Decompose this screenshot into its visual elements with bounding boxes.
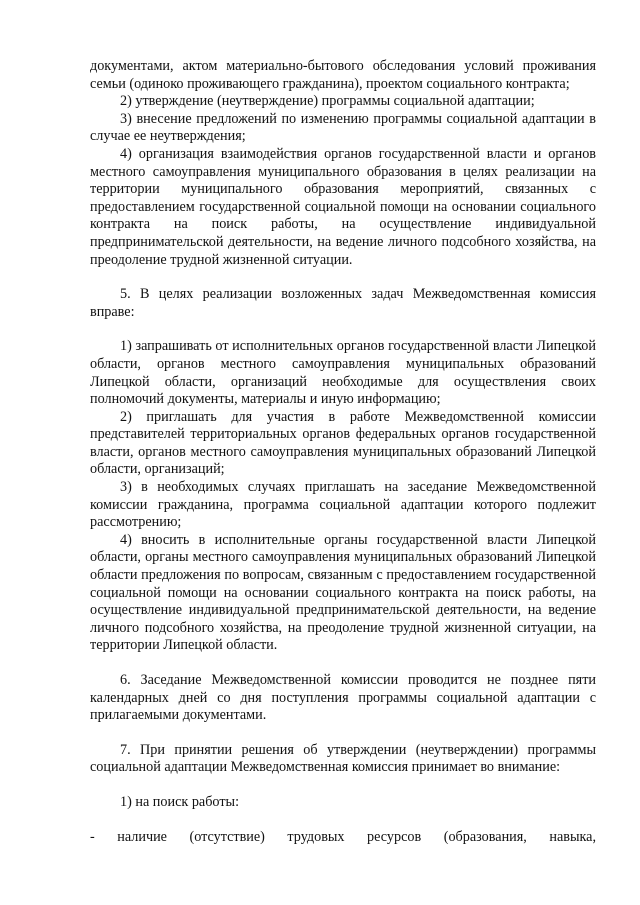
section-7: 7. При принятии решения об утверждении (неутверждении) программы социальной адаптации Межведомственная комиссия принимает во внимание: <box>90 741 596 776</box>
list-item-3: 3) внесение предложений по изменению программы социальной адаптации в случае ее неутверждения; <box>90 110 596 145</box>
section-6: 6. Заседание Межведомственной комиссии проводится не позднее пяти календарных дней со дня поступления программы социальной адаптации с прилагаемыми документами. <box>90 672 596 724</box>
list-item-4: 4) организация взаимодействия органов государственной власти и органов местного самоуправления муниципального образования в целях реализации на территории муниципального образования мероприятий, связанных с предоставлением государственной социальной помощи на основании социального контракта на поиск работы, на осуществление индивидуальной предпринимательской деятельности, на ведение личного подсобного хозяйства, на преодоление трудной жизненной ситуации. <box>90 145 596 268</box>
rights-item-4: 4) вносить в исполнительные органы государственной власти Липецкой области, органы местного самоуправления муниципальных образований Липецкой области предложения по вопросам, связанным с предоставлением государственной социальной помощи на основании социального контракта на поиск работы, на осуществление индивидуальной предпринимательской деятельности, на ведение личного подсобного хозяйства, на преодоление трудной жизненной ситуации, на территории Липецкой области. <box>90 531 596 654</box>
document-page <box>90 58 596 846</box>
list-item-2: 2) утверждение (неутверждение) программы социальной адаптации; <box>120 93 535 110</box>
rights-item-2: 2) приглашать для участия в работе Межведомственной комиссии представителей территориальных органов федеральных органов государственной власти, органов местного самоуправления муниципальных образований Липецкой области, организаций; <box>90 408 596 478</box>
section-5-heading: 5. В целях реализации возложенных задач Межведомственная комиссия вправе: <box>90 286 596 320</box>
rights-item-1: 1) запрашивать от исполнительных органов государственной власти Липецкой области, органов местного самоуправления муниципальных образований Липецкой области, организаций необходимые для осуществления своих полномочий документы, материалы и иную информацию; <box>90 338 596 408</box>
bullet-labor-resources: - наличие (отсутствие) трудовых ресурсов (образования, навыка, <box>90 828 596 845</box>
rights-item-3: 3) в необходимых случаях приглашать на заседание Межведомственной комиссии гражданина, программа социальной адаптации которого подлежит рассмотрению; <box>90 479 596 531</box>
subsection-job-search: 1) на поиск работы: <box>120 793 240 810</box>
paragraph-continuation: документами, актом материально-бытового обследования условий проживания семьи (одиноко проживающего гражданина), проектом социального контракта; <box>90 58 596 92</box>
